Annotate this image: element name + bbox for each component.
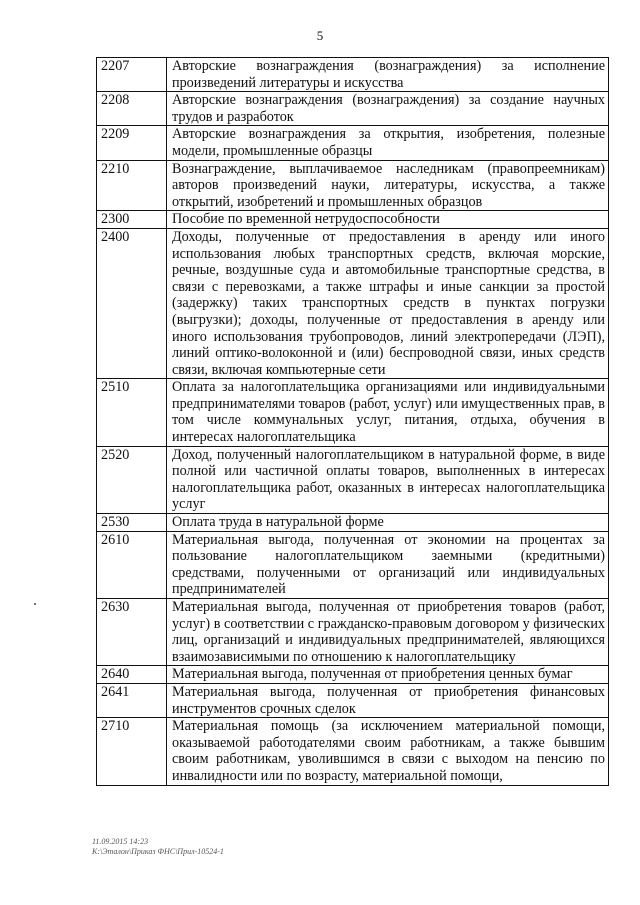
table-row bbox=[97, 228, 609, 378]
scan-speck bbox=[34, 603, 36, 605]
table-row bbox=[97, 666, 609, 684]
income-code-cell: 2641 bbox=[97, 683, 167, 717]
income-code-cell: 2610 bbox=[97, 531, 167, 598]
income-description-cell: Доходы, полученные от предоставления в аренду или иного использования любых транспортных средств, включая морские, речные, воздушные суда и автомобильные транспортные средства, в связи с перевозками, а также штрафы и иные санкции за простой (задержку) таких транспортных средств в пунктах погрузки (выгрузки); доходы, полученные от предоставления в аренду или иного использования трубопроводов, линий электропередачи (ЛЭП), линий оптико-волоконной и (или) беспроводной связи, иных средств связи, включая компьютерные сети bbox=[167, 228, 609, 378]
income-description-cell: Материальная выгода, полученная от приобретения финансовых инструментов срочных сделок bbox=[167, 683, 609, 717]
table-row bbox=[97, 379, 609, 446]
table-row bbox=[97, 514, 609, 532]
table-row bbox=[97, 531, 609, 598]
income-code-cell: 2300 bbox=[97, 211, 167, 229]
table-row bbox=[97, 211, 609, 229]
income-codes-table-body bbox=[97, 58, 609, 786]
income-code-cell: 2630 bbox=[97, 599, 167, 666]
income-code-cell: 2207 bbox=[97, 58, 167, 92]
income-description-cell: Материальная выгода, полученная от экономии на процентах за пользование налогоплательщиком заемными (кредитными) средствами, полученными от организаций или индивидуальных предпринимателей bbox=[167, 531, 609, 598]
income-description-cell: Пособие по временной нетрудоспособности bbox=[167, 211, 609, 229]
table-row bbox=[97, 446, 609, 513]
income-description-cell: Доход, полученный налогоплательщиком в натуральной форме, в виде полной или частичной оплаты товаров, выполненных в интересах налогоплательщика работ, оказанных в интересах налогоплательщика услуг bbox=[167, 446, 609, 513]
income-description-cell: Материальная помощь (за исключением материальной помощи, оказываемой работодателями своим работникам, а также бывшим своим работникам, уволившимся в связи с выходом на пенсию по инвалидности или по возрасту, материальной помощи, bbox=[167, 718, 609, 785]
income-code-cell: 2209 bbox=[97, 126, 167, 160]
income-code-cell: 2400 bbox=[97, 228, 167, 378]
income-code-cell: 2208 bbox=[97, 92, 167, 126]
income-code-cell: 2520 bbox=[97, 446, 167, 513]
footer-file-path: К:\Эталон\Приказ ФНС\Прил-10524-1 bbox=[92, 847, 224, 856]
income-description-cell: Материальная выгода, полученная от приобретения ценных бумаг bbox=[167, 666, 609, 684]
income-code-cell: 2710 bbox=[97, 718, 167, 785]
income-description-cell: Оплата за налогоплательщика организациями или индивидуальными предпринимателями товаров (работ, услуг) или имущественных прав, в том числе коммунальных услуг, питания, отдыха, обучения в интересах налогоплательщика bbox=[167, 379, 609, 446]
table-row bbox=[97, 599, 609, 666]
income-code-cell: 2510 bbox=[97, 379, 167, 446]
income-code-cell: 2530 bbox=[97, 514, 167, 532]
income-description-cell: Авторские вознаграждения за открытия, изобретения, полезные модели, промышленные образцы bbox=[167, 126, 609, 160]
page-number: 5 bbox=[316, 28, 324, 43]
income-code-cell: 2640 bbox=[97, 666, 167, 684]
table-row bbox=[97, 126, 609, 160]
footer-date: 11.09.2015 14:23 bbox=[92, 837, 149, 846]
income-description-cell: Авторские вознаграждения (вознаграждения) за исполнение произведений литературы и искусства bbox=[167, 58, 609, 92]
income-description-cell: Материальная выгода, полученная от приобретения товаров (работ, услуг) в соответствии с гражданско-правовым договором у физических лиц, организаций и индивидуальных предпринимателей, являющихся взаимозависимыми по отношению к налогоплательщику bbox=[167, 599, 609, 666]
table-row bbox=[97, 683, 609, 717]
income-codes-table bbox=[96, 57, 609, 786]
table-row bbox=[97, 160, 609, 211]
income-code-cell: 2210 bbox=[97, 160, 167, 211]
table-row bbox=[97, 92, 609, 126]
income-description-cell: Авторские вознаграждения (вознаграждения) за создание научных трудов и разработок bbox=[167, 92, 609, 126]
table-row bbox=[97, 718, 609, 785]
income-description-cell: Оплата труда в натуральной форме bbox=[167, 514, 609, 532]
income-description-cell: Вознаграждение, выплачиваемое наследникам (правопреемникам) авторов произведений науки, литературы, искусства, а также открытий, изобретений и промышленных образцов bbox=[167, 160, 609, 211]
table-row bbox=[97, 58, 609, 92]
